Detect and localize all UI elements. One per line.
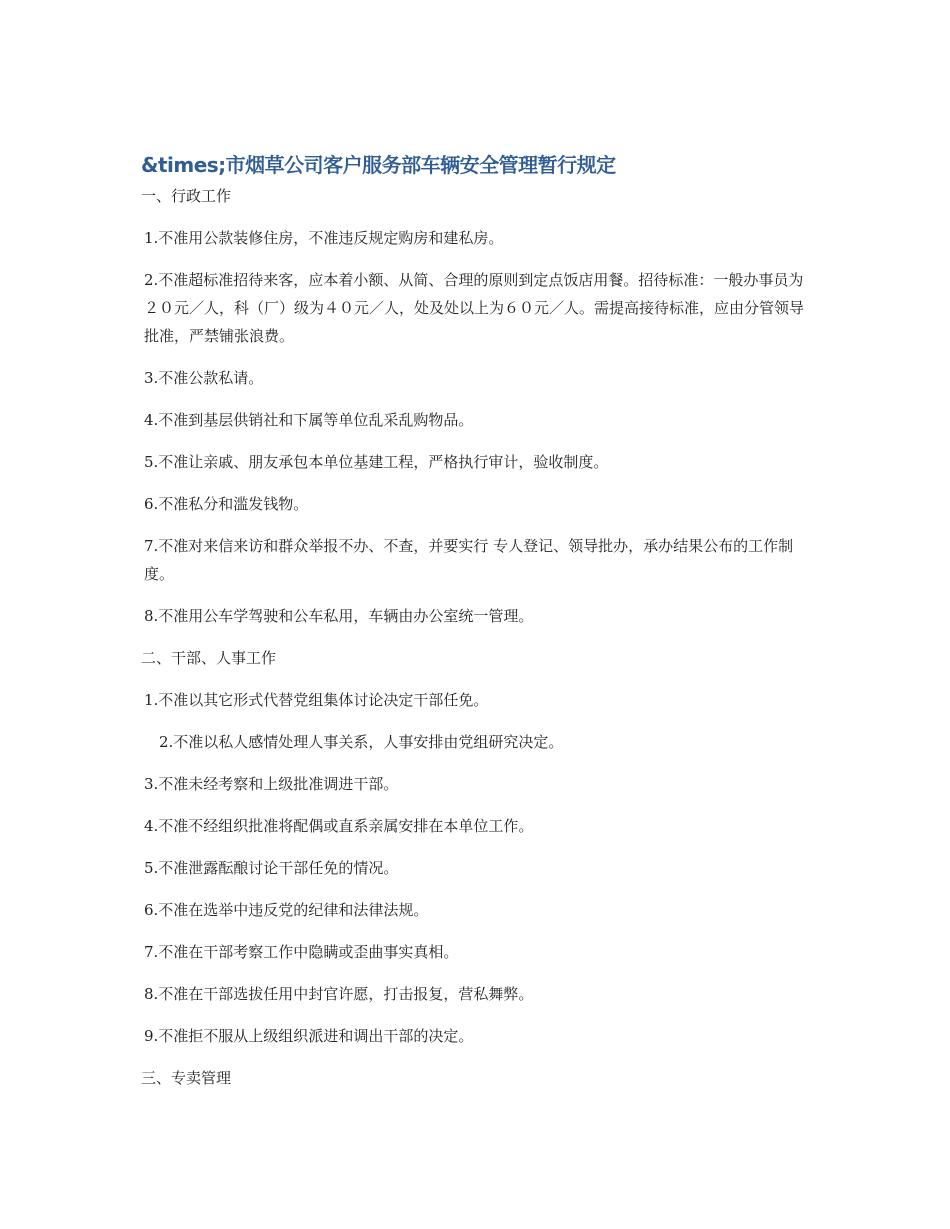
rule-item: 6.不准在选举中违反党的纪律和法律法规。 xyxy=(144,901,429,919)
rule-item: 7.不准在干部考察工作中隐瞒或歪曲事实真相。 xyxy=(144,943,459,961)
rule-item: 5.不准让亲戚、朋友承包本单位基建工程，严格执行审计，验收制度。 xyxy=(144,453,609,471)
section-heading: 二、干部、人事工作 xyxy=(141,649,277,667)
section-administrative xyxy=(141,182,811,630)
section-heading: 三、专卖管理 xyxy=(141,1069,232,1087)
rule-item: 9.不准拒不服从上级组织派进和调出干部的决定。 xyxy=(144,1027,474,1045)
page-title: &times;市烟草公司客户服务部车辆安全管理暂行规定 xyxy=(141,153,616,177)
rule-item: 4.不准不经组织批准将配偶或直系亲属安排在本单位工作。 xyxy=(144,817,534,835)
rule-item: 8.不准用公车学驾驶和公车私用，车辆由办公室统一管理。 xyxy=(144,607,534,625)
rule-item: 2.不准以私人感情处理人事关系，人事安排由党组研究决定。 xyxy=(159,733,564,751)
rule-item: 7.不准对来信来访和群众举报不办、不查，并要实行 专人登记、领导批办，承办结果公布的工作制度。 xyxy=(144,537,794,583)
section-monopoly-management xyxy=(141,1064,811,1092)
section-heading: 一、行政工作 xyxy=(141,187,232,205)
rule-item: 8.不准在干部选拔任用中封官许愿，打击报复，营私舞弊。 xyxy=(144,985,534,1003)
document-body xyxy=(141,150,811,1106)
rule-item: 3.不准公款私请。 xyxy=(144,369,264,387)
rule-item: 1.不准用公款装修住房，不准违反规定购房和建私房。 xyxy=(144,229,504,247)
rule-item: 5.不准泄露酝酿讨论干部任免的情况。 xyxy=(144,859,399,877)
rule-item: 3.不准未经考察和上级批准调进干部。 xyxy=(144,775,399,793)
rule-item: 6.不准私分和滥发钱物。 xyxy=(144,495,309,513)
rule-item: 1.不准以其它形式代替党组集体讨论决定干部任免。 xyxy=(144,691,489,709)
section-personnel xyxy=(141,644,811,1050)
rule-item: 2.不准超标准招待来客，应本着小额、从简、合理的原则到定点饭店用餐。招待标准：一般办事员为２０元／人，科（厂）级为４０元／人，处及处以上为６０元／人。需提高接待标准，应由分管领导批准，严禁铺张浪费。 xyxy=(144,271,805,345)
rule-item: 4.不准到基层供销社和下属等单位乱采乱购物品。 xyxy=(144,411,474,429)
